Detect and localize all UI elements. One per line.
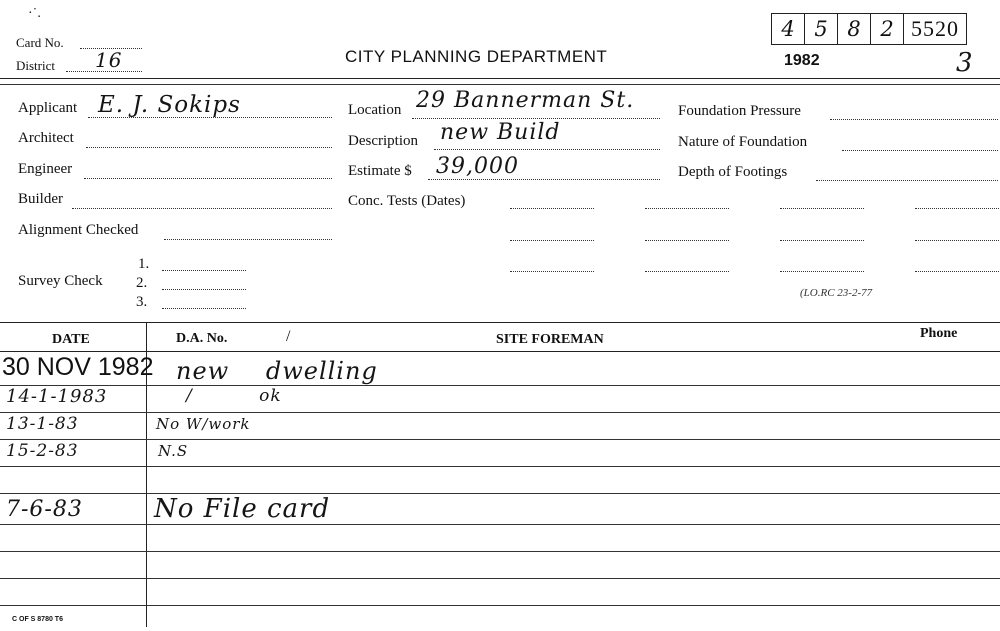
table-row-entry: new dwelling [176,357,378,385]
conc-date-line [510,271,594,272]
district-label: District [16,58,55,73]
builder-line [72,208,332,209]
alignment-line [164,239,332,240]
table-row-date: 7-6-83 [6,497,83,522]
conc-date-line [780,208,864,209]
table-row-rule [0,439,1000,440]
survey-line-3 [162,308,246,309]
table-row-rule [0,466,1000,467]
da-slash: / [286,328,291,345]
table-row-rule [0,385,1000,386]
code-box-3: 8 [838,14,871,44]
conc-date-line [780,240,864,241]
code-box-4: 2 [871,14,904,44]
description-label: Description [348,133,418,149]
year: 1982 [784,52,820,69]
description-line [434,149,660,150]
foundation-pressure-line [830,119,998,120]
survey-num-1: 1. [138,256,150,272]
sheet-number: 3 [956,48,974,78]
table-header-rule [0,351,1000,352]
table-row-date: 13-1-83 [6,414,79,434]
survey-num-3: 3. [136,294,148,310]
date-header: DATE [52,332,90,347]
survey-check-label: Survey Check [18,273,103,289]
estimate-value: 39,000 [436,154,519,179]
engineer-label: Engineer [18,161,73,177]
table-row-date: 30 NOV 1982 [2,353,154,381]
conc-date-line [510,208,594,209]
conc-date-line [915,271,999,272]
estimate-line [428,179,660,180]
alignment-label: Alignment Checked [18,222,139,238]
survey-line-2 [162,289,246,290]
nature-foundation-line [842,150,998,151]
site-foreman-header: SITE FOREMAN [496,332,604,347]
corner-mark: ·˙. [28,6,41,21]
foundation-pressure-label: Foundation Pressure [678,103,801,119]
table-row-rule [0,605,1000,606]
code-box-2: 5 [805,14,838,44]
table-row-entry: / ok [186,386,282,406]
table-row-rule [0,578,1000,579]
table-top-rule [0,322,1000,323]
header-divider [0,78,1000,79]
table-row-rule [0,524,1000,525]
form-code: C OF S 8780 T6 [12,616,63,623]
page-title: CITY PLANNING DEPARTMENT [345,47,608,66]
table-row-date: 14-1-1983 [6,386,108,407]
table-row-entry: N.S [158,442,189,460]
table-row-date: 15-2-83 [6,441,79,461]
applicant-value: E. J. Sokips [98,92,241,118]
architect-label: Architect [18,130,74,146]
table-row-rule [0,412,1000,413]
table-row-rule [0,493,1000,494]
table-row-rule [0,551,1000,552]
architect-line [86,147,332,148]
code-box-number: 5520 [911,16,959,41]
survey-line-1 [162,270,246,271]
location-line [412,118,660,119]
conc-date-line [645,208,729,209]
survey-num-2: 2. [136,275,148,291]
location-label: Location [348,102,402,118]
engineer-line [84,178,332,179]
builder-label: Builder [18,191,63,207]
table-row-entry: No W/work [156,415,251,433]
code-box-1: 4 [772,14,805,44]
applicant-label: Applicant [18,100,78,116]
conc-date-line [915,208,999,209]
da-no-header: D.A. No. [176,331,228,346]
estimate-label: Estimate $ [348,163,412,179]
table-row-entry: No File card [154,494,331,524]
phone-header: Phone [920,326,958,341]
header-divider-2 [0,84,1000,85]
description-value: new Build [440,120,561,145]
conc-date-line [645,240,729,241]
card-no-label: Card No. [16,35,64,50]
depth-footings-label: Depth of Footings [678,164,788,180]
nature-foundation-label: Nature of Foundation [678,134,808,150]
margin-note: (LO.RC 23-2-77 [800,287,873,299]
location-value: 29 Bannerman St. [416,88,635,113]
district-value: 16 [95,48,123,72]
conc-date-line [510,240,594,241]
conc-date-line [780,271,864,272]
code-boxes [771,13,967,45]
conc-date-line [915,240,999,241]
conc-date-line [645,271,729,272]
conc-tests-label: Conc. Tests (Dates) [348,193,466,209]
depth-footings-line [816,180,998,181]
